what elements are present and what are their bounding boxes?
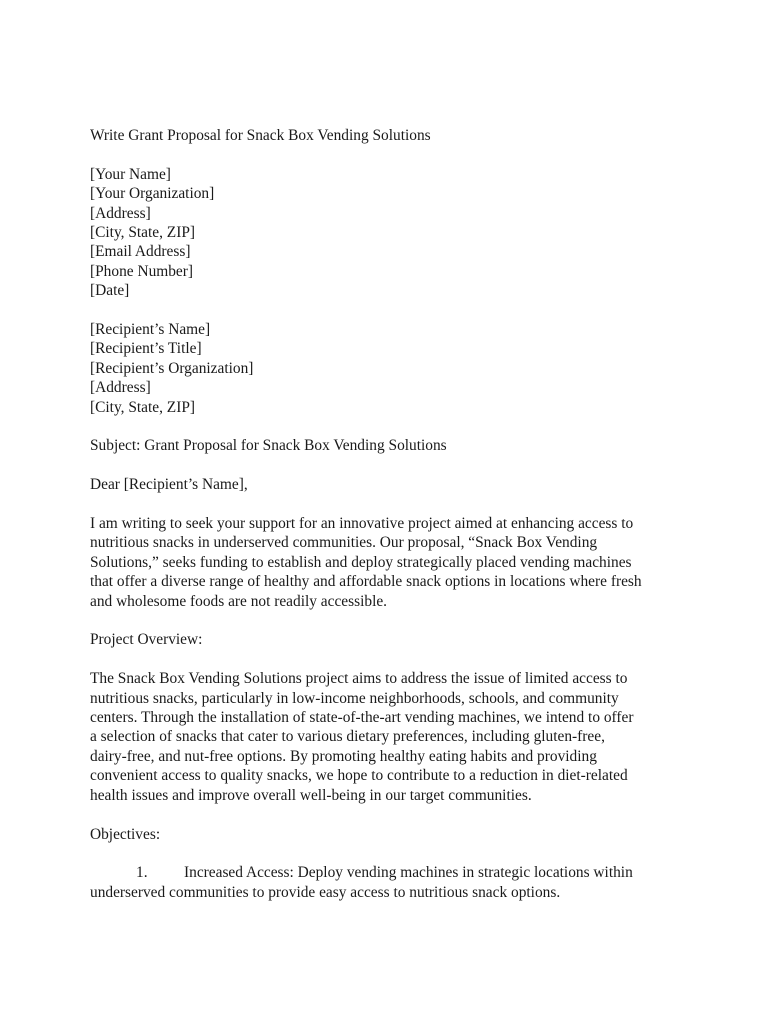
recipient-line: [Recipient’s Title] [90,340,202,358]
paragraph-line: and wholesome foods are not readily accessible. [90,592,388,610]
section-heading-overview: Project Overview: [90,631,203,649]
paragraph-line: The Snack Box Vending Solutions project aims to address the issue of limited access to [90,670,628,688]
paragraph-line: dairy-free, and nut-free options. By promoting healthy eating habits and providing [90,747,597,765]
spacer [90,456,690,475]
spacer [90,650,690,669]
recipient-line: [City, State, ZIP] [90,398,196,416]
spacer [90,844,690,863]
paragraph-line: Solutions,” seeks funding to establish and deploy strategically placed vending machines [90,553,632,571]
paragraph-line: a selection of snacks that cater to various dietary preferences, including gluten-free, [90,728,605,746]
paragraph-line: nutritious snacks, particularly in low-income neighborhoods, schools, and community [90,689,619,707]
objective-text: Increased Access: Deploy vending machines in strategic locations within [184,864,633,882]
recipient-line: [Recipient’s Organization] [90,359,254,377]
recipient-line: [Address] [90,379,151,397]
spacer [90,145,690,164]
objective-continuation: underserved communities to provide easy access to nutritious snack options. [90,883,561,901]
objective-first-line [90,863,690,882]
recipient-block [90,320,690,417]
spacer [90,611,690,630]
subject-line: Subject: Grant Proposal for Snack Box Vending Solutions [90,437,447,455]
paragraph-line: health issues and improve overall well-being in our target communities. [90,786,532,804]
spacer [90,805,690,824]
paragraph-line: centers. Through the installation of state-of-the-art vending machines, we intend to offer [90,709,634,727]
intro-paragraph [90,514,690,611]
sender-line: [Email Address] [90,243,191,261]
overview-paragraph [90,669,690,805]
document-title: Write Grant Proposal for Snack Box Vending Solutions [90,127,431,144]
sender-line: [City, State, ZIP] [90,224,196,242]
sender-line: [Date] [90,282,130,300]
paragraph-line: that offer a diverse range of healthy and affordable snack options in locations where fresh [90,573,642,591]
spacer [90,301,690,320]
objective-list-item [90,863,690,902]
paragraph-line: nutritious snacks in underserved communities. Our proposal, “Snack Box Vending [90,534,598,552]
paragraph-line: convenient access to quality snacks, we hope to contribute to a reduction in diet-related [90,767,628,785]
sender-line: [Your Organization] [90,185,215,203]
spacer [90,417,690,436]
recipient-line: [Recipient’s Name] [90,321,211,339]
salutation: Dear [Recipient’s Name], [90,476,248,494]
paragraph-line: I am writing to seek your support for an innovative project aimed at enhancing access to [90,515,634,533]
letter-body [90,126,690,902]
list-number: 1. [136,864,148,882]
sender-line: [Phone Number] [90,262,194,280]
section-heading-objectives: Objectives: [90,825,161,843]
spacer [90,495,690,514]
sender-block [90,165,690,301]
sender-line: [Address] [90,204,151,222]
sender-line: [Your Name] [90,165,171,183]
